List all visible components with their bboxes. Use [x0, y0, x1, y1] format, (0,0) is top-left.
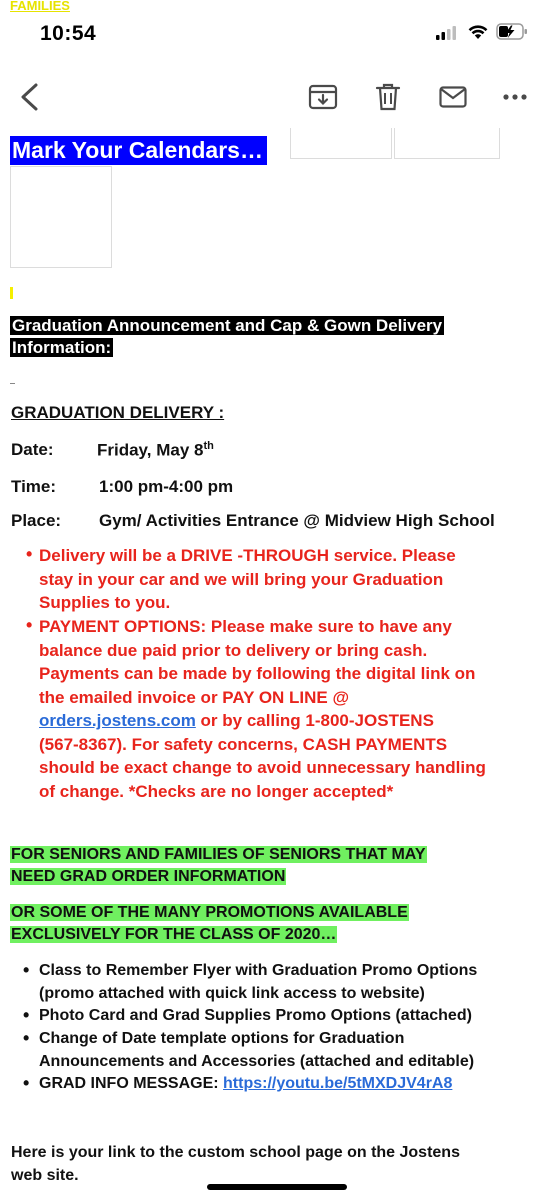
bullet: •	[23, 1028, 30, 1048]
calendar-banner: Mark Your Calendars…	[10, 137, 267, 164]
seniors-heading: FOR SENIORS AND FAMILIES OF SENIORS THAT MAY NEED GRAD ORDER INFORMATION	[11, 846, 426, 885]
image-placeholder	[290, 128, 392, 159]
youtube-link[interactable]: https://youtu.be/5tMXDJV4rA8	[223, 1075, 453, 1092]
list-item: GRAD INFO MESSAGE: https://youtu.be/5tMXDJV4rA8	[39, 1075, 453, 1092]
payment-options: PAYMENT OPTIONS: Please make sure to have any balance due paid prior to delivery or bring cash. Payments can be made by following the digital link on the emailed invoice or PAY ON LINE @ orders.jostens.com or by calling 1-800-JOSTENS (567-8367). For safety concerns, CASH PAYMENTS should be exact change to avoid unnecessary handling of change. *Checks are no longer accepted*	[39, 617, 486, 801]
bullet: •	[23, 960, 30, 980]
dash-mark	[10, 383, 15, 384]
home-indicator[interactable]	[207, 1184, 347, 1190]
image-placeholder	[394, 128, 500, 159]
bullet: •	[23, 1005, 30, 1025]
place-label: Place:	[11, 511, 62, 530]
time-value: 1:00 pm-4:00 pm	[99, 477, 234, 496]
time-label: Time:	[11, 477, 57, 496]
bullet: •	[23, 1073, 30, 1093]
bullet: •	[26, 615, 33, 635]
date-label: Date:	[11, 440, 54, 459]
status-time: 10:54	[40, 22, 97, 45]
delivery-heading: GRADUATION DELIVERY :	[11, 403, 225, 422]
list-item: Change of Date template options for Graduation Announcements and Accessories (attached and editable)	[39, 1030, 475, 1070]
section-heading: Graduation Announcement and Cap & Gown Delivery Information:	[12, 316, 443, 357]
list-item: Photo Card and Grad Supplies Promo Options (attached)	[39, 1007, 472, 1024]
list-item: Class to Remember Flyer with Graduation Promo Options (promo attached with quick link access to website)	[39, 962, 478, 1002]
image-placeholder	[10, 166, 112, 268]
date-value: Friday, May 8th	[97, 440, 214, 460]
promotions-heading: OR SOME OF THE MANY PROMOTIONS AVAILABLE EXCLUSIVELY FOR THE CLASS OF 2020…	[11, 904, 408, 943]
yellow-mark	[10, 287, 13, 299]
drive-through-notice: Delivery will be a DRIVE -THROUGH service. Please stay in your car and we will bring your Graduation Supplies to you.	[39, 546, 456, 612]
peek-text: FAMILIES	[10, 0, 70, 13]
place-value: Gym/ Activities Entrance @ Midview High School	[99, 511, 495, 530]
jostens-orders-link[interactable]: orders.jostens.com	[39, 711, 196, 730]
bullet: •	[26, 544, 33, 564]
closing-text: Here is your link to the custom school page on the Jostens web site.	[11, 1144, 460, 1184]
